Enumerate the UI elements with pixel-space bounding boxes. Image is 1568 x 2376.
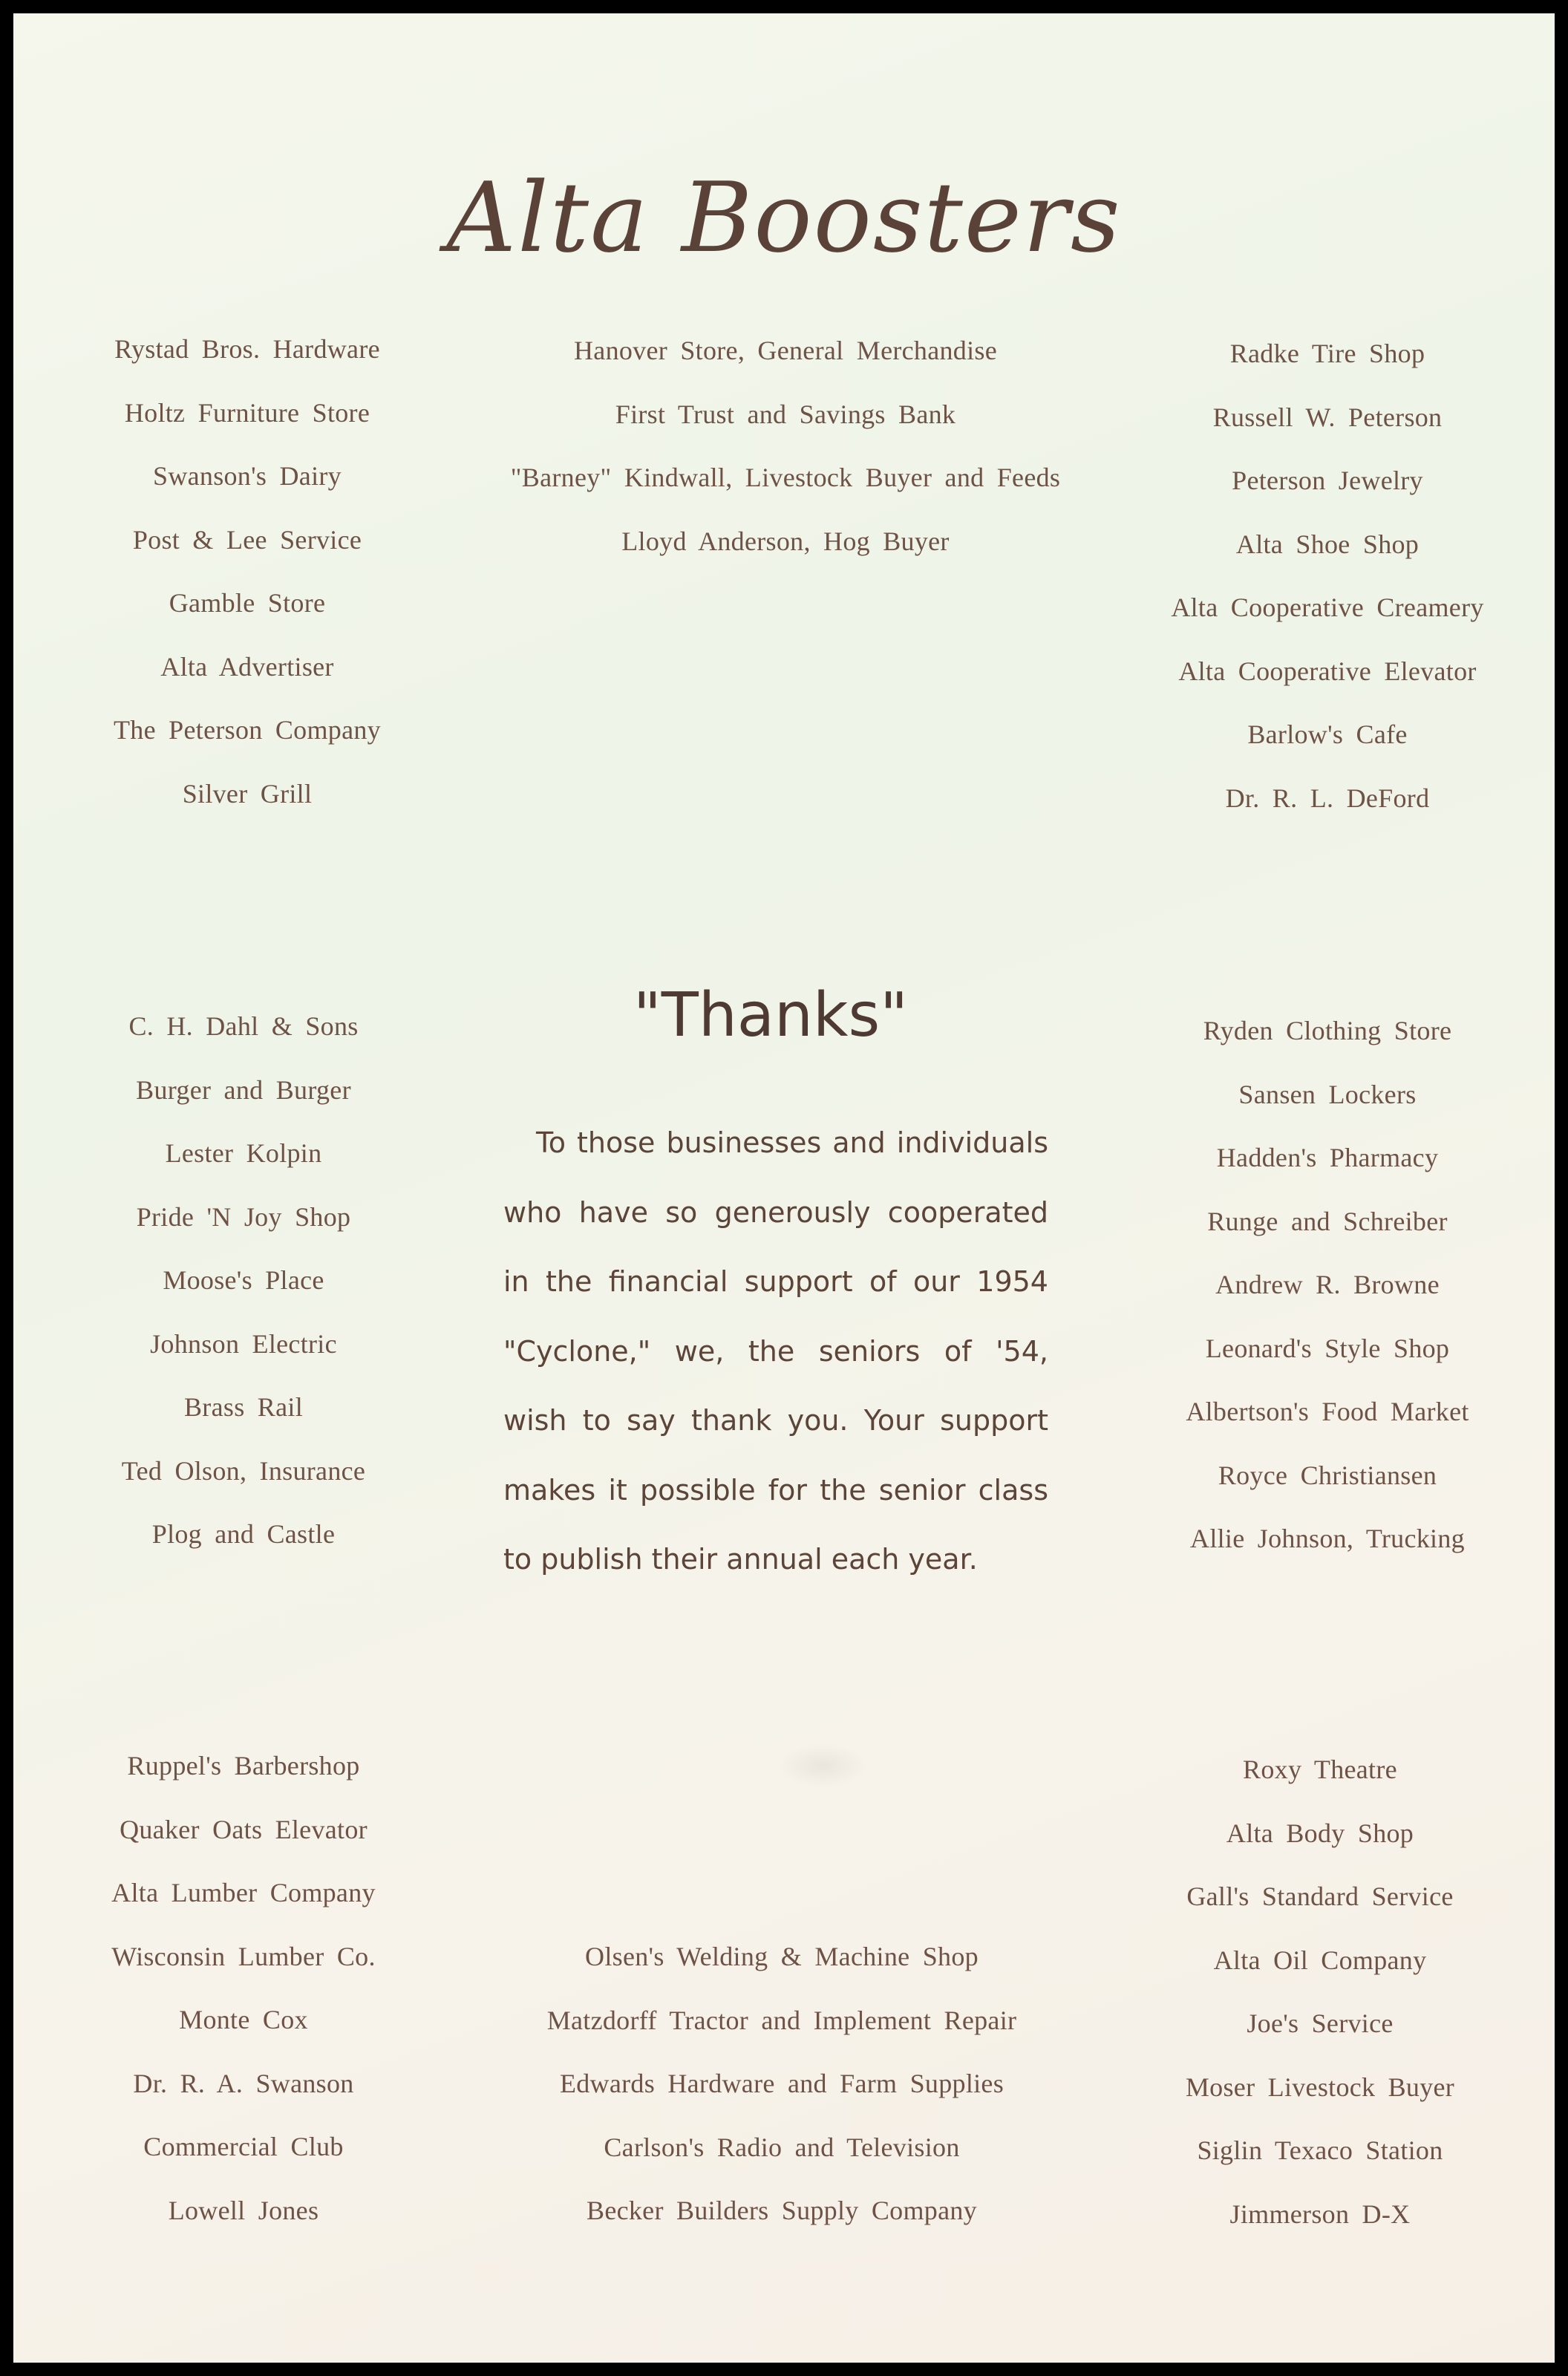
booster-name: Alta Oil Company [1213,1945,1427,1975]
booster-name: Barlow's Cafe [1247,719,1408,749]
booster-name: Rystad Bros. Hardware [114,334,380,364]
bottom-right-boosters-list [1120,1738,1520,2246]
thanks-line: who have so generously cooperated [503,1195,1048,1229]
booster-name: Andrew R. Browne [1215,1270,1440,1299]
booster-name: Royce Christiansen [1218,1460,1437,1490]
booster-name: Pride 'N Joy Shop [136,1201,351,1232]
booster-name: Edwards Hardware and Farm Supplies [559,2069,1004,2098]
yearbook-page [13,13,1555,2363]
booster-name: Ryden Clothing Store [1203,1016,1452,1045]
booster-name: Ted Olson, Insurance [121,1455,366,1486]
booster-name: Peterson Jewelry [1232,466,1423,495]
booster-name: Alta Shoe Shop [1235,529,1420,559]
booster-name: Holtz Furniture Store [124,397,370,428]
booster-name: "Barney" Kindwall, Livestock Buyer and Feeds [510,463,1061,492]
middle-left-boosters-list [58,995,429,1567]
booster-name: Monte Cox [179,2005,308,2034]
booster-name: Gamble Store [169,588,326,618]
booster-name: Lowell Jones [168,2195,319,2225]
booster-name: Becker Builders Supply Company [587,2196,977,2225]
booster-name: Roxy Theatre [1243,1755,1397,1784]
booster-name: Lester Kolpin [165,1138,322,1168]
middle-right-boosters-list [1127,999,1528,1571]
booster-name: Ruppel's Barbershop [127,1751,360,1781]
booster-name: Plog and Castle [151,1519,336,1549]
thanks-line: makes it possible for the senior class [503,1473,1048,1507]
booster-name: Matzdorff Tractor and Implement Repair [546,2005,1017,2035]
booster-name: Radke Tire Shop [1229,339,1425,368]
page-title: Alta Boosters [446,161,1122,274]
bottom-center-boosters-list [459,1925,1105,2243]
top-center-boosters-list [429,319,1142,573]
booster-name: Hanover Store, General Merchandise [574,336,997,365]
booster-name: Albertson's Food Market [1186,1397,1469,1426]
booster-name: Wisconsin Lumber Co. [111,1941,376,1971]
thanks-line: wish to say thank you. Your support [503,1404,1048,1437]
booster-name: Olsen's Welding & Machine Shop [585,1942,979,1971]
booster-name: Leonard's Style Shop [1205,1333,1450,1363]
booster-name: Siglin Texaco Station [1197,2135,1443,2165]
booster-name: Lloyd Anderson, Hog Buyer [621,526,950,556]
booster-name: Gall's Standard Service [1186,1881,1454,1911]
booster-name: The Peterson Company [114,715,381,745]
booster-name: Runge and Schreiber [1207,1206,1448,1236]
booster-name: Dr. R. A. Swanson [133,2068,354,2098]
thanks-line: in the financial support of our 1954 [503,1265,1048,1298]
thanks-line: to publish their annual each year. [503,1543,978,1576]
booster-name: Alta Cooperative Elevator [1178,656,1477,686]
booster-name: Alta Lumber Company [111,1878,376,1907]
booster-name: Sansen Lockers [1238,1079,1417,1109]
booster-name: Hadden's Pharmacy [1216,1143,1439,1172]
booster-name: Dr. R. L. DeFord [1225,783,1430,813]
booster-name: First Trust and Savings Bank [615,399,956,429]
booster-name: Brass Rail [184,1392,303,1422]
booster-name: Alta Advertiser [160,651,334,682]
thanks-line: To those businesses and individuals [536,1126,1048,1159]
booster-name: Alta Body Shop [1226,1818,1414,1848]
booster-name: Alta Cooperative Creamery [1171,593,1484,622]
booster-name: Commercial Club [143,2132,344,2161]
booster-name: C. H. Dahl & Sons [128,1011,359,1041]
bottom-left-boosters-list [58,1734,429,2242]
booster-name: Allie Johnson, Trucking [1190,1524,1465,1553]
booster-name: Burger and Burger [136,1074,351,1105]
booster-name: Swanson's Dairy [153,461,342,491]
booster-name: Carlson's Radio and Television [604,2132,960,2162]
thanks-message [503,1109,1048,1595]
booster-name: Joe's Service [1247,2008,1394,2038]
booster-name: Silver Grill [182,778,313,809]
booster-name: Quaker Oats Elevator [120,1814,368,1844]
paper-smudge [778,1743,867,1788]
booster-name: Post & Lee Service [132,524,362,555]
booster-name: Russell W. Peterson [1212,402,1443,432]
booster-name: Johnson Electric [150,1328,337,1359]
top-left-boosters-list [65,318,429,826]
thanks-line: "Cyclone," we, the seniors of '54, [503,1334,1048,1368]
thanks-heading: "Thanks" [633,980,908,1051]
booster-name: Moose's Place [163,1265,324,1295]
top-right-boosters-list [1127,322,1528,830]
booster-name: Jimmerson D-X [1229,2199,1411,2229]
booster-name: Moser Livestock Buyer [1185,2072,1455,2102]
